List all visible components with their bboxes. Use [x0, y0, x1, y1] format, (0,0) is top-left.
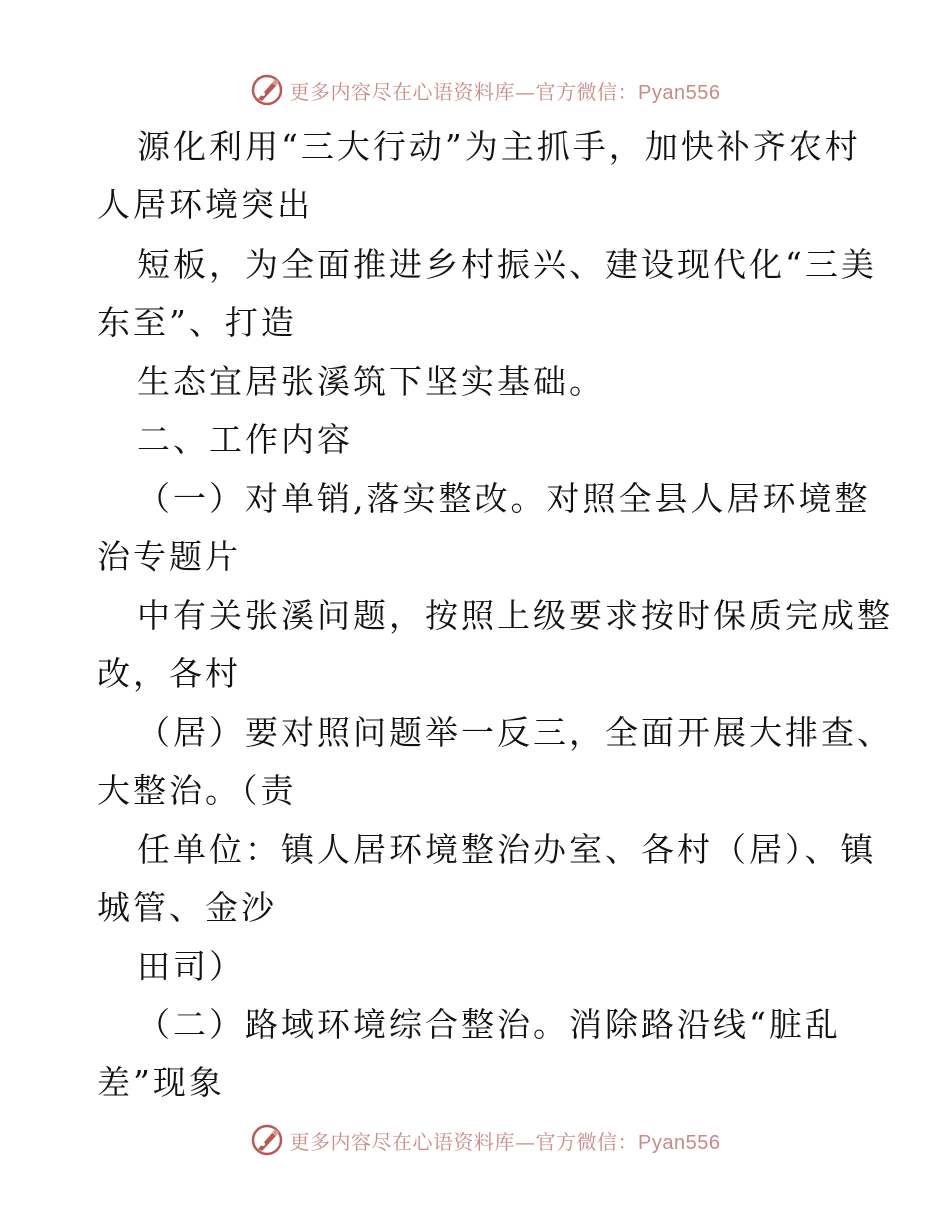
paragraph-line: 城管、金沙 — [97, 888, 277, 927]
paragraph-line: （居）要对照问题举一反三，全面开展大排查、 — [137, 713, 893, 752]
banner-text: 更多内容尽在心语资料库—官方微信：Pyan556 — [289, 1129, 721, 1154]
paragraph-line: 生态宜居张溪筑下坚实基础。 — [137, 362, 605, 401]
pen-logo-icon — [250, 1123, 284, 1157]
paragraph-line: 人居环境突出 — [97, 185, 313, 224]
paragraph-line: 治专题片 — [97, 537, 241, 576]
footer-banner — [0, 1120, 950, 1160]
paragraph-line: （一）对单销,落实整改。对照全县人居环境整 — [137, 479, 871, 518]
paragraph-line: 东至”、打造 — [97, 303, 297, 342]
paragraph-line: 短板，为全面推进乡村振兴、建设现代化“三美 — [137, 245, 877, 284]
paragraph-line: （二）路域环境综合整治。消除路沿线“脏乱 — [137, 1005, 841, 1044]
paragraph-line: 差”现象 — [97, 1063, 225, 1102]
section-heading: 二、工作内容 — [137, 420, 353, 459]
paragraph-line: 源化利用“三大行动”为主抓手，加快补齐农村 — [137, 127, 861, 166]
header-banner — [0, 70, 950, 110]
pen-logo-icon — [250, 73, 284, 107]
paragraph-line: 中有关张溪问题，按照上级要求按时保质完成整 — [137, 596, 893, 635]
paragraph-line: 改，各村 — [97, 654, 241, 693]
paragraph-line: 任单位：镇人居环境整治办室、各村（居）、镇 — [137, 830, 877, 869]
banner-text: 更多内容尽在心语资料库—官方微信：Pyan556 — [289, 79, 721, 104]
paragraph-line: 大整治。（责 — [97, 771, 297, 810]
paragraph-line: 田司） — [137, 947, 245, 986]
